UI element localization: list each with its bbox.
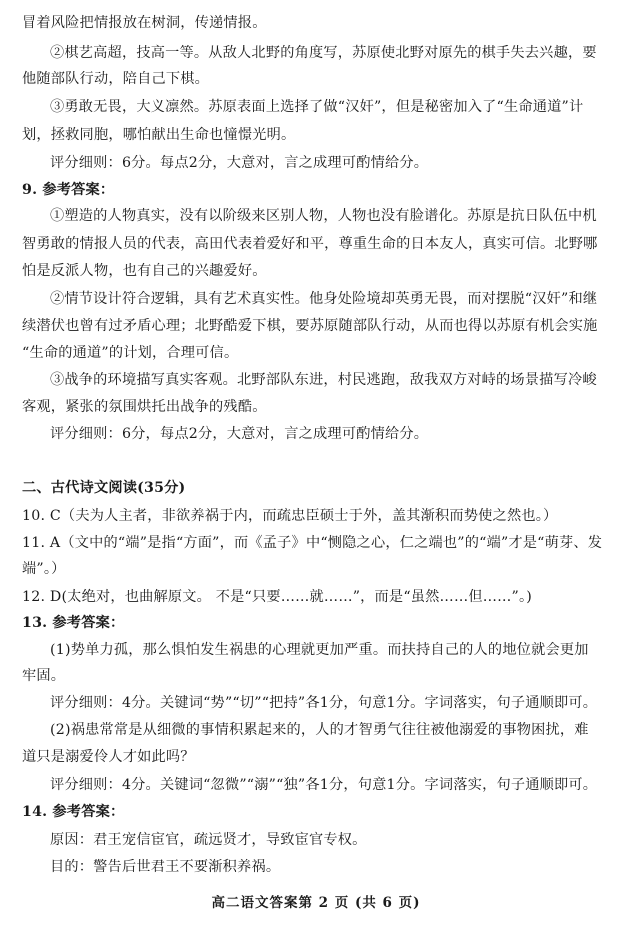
text-line: (1)势单力孤，那么惧怕发生祸患的心理就更加严重。而扶持自己的人的地位就会更加 bbox=[50, 642, 589, 658]
answer-10: 10. C（夫为人主者，非欲养祸于内，而疏忠臣硕士于外，盖其渐积而势使之然也。） bbox=[22, 508, 558, 524]
text-line: ③战争的环境描写真实客观。北野部队东进，村民逃跑，敌我双方对峙的场景描写冷峻 bbox=[50, 372, 597, 388]
question-heading-9: 9. 参考答案： bbox=[22, 182, 115, 198]
text-line: 续潜伏也曾有过矛盾心理；北野酷爱下棋，要苏原随部队行动，从而也得以苏原有机会实施 bbox=[22, 318, 598, 334]
text-line: 客观，紧张的氛围烘托出战争的残酷。 bbox=[22, 399, 267, 415]
text-line: 怕是反派人物，也有自己的兴趣爱好。 bbox=[22, 263, 267, 279]
text-line: ②情节设计符合逻辑，具有艺术真实性。他身处险境却英勇无畏，而对摆脱“汉奸”和继 bbox=[50, 291, 598, 307]
text-line: 端”。） bbox=[22, 561, 66, 577]
text-line: 道只是溺爱伶人才如此吗？ bbox=[22, 749, 195, 765]
scoring-rule: 评分细则：4分。关键词“势”“切”“把持”各1分，句意1分。字词落实，句子通顺即可。 bbox=[50, 695, 598, 711]
scoring-rule: 评分细则：6分。每点2分，大意对，言之成理可酌情给分。 bbox=[50, 155, 429, 171]
text-line: ①塑造的人物真实，没有以阶级来区别人物，人物也没有脸谱化。苏原是抗日队伍中机 bbox=[50, 208, 597, 224]
text-line: “生命的通道”的计划，合理可信。 bbox=[22, 345, 239, 361]
section-heading: 二、古代诗文阅读(35分) bbox=[22, 480, 186, 496]
text-line: (2)祸患常常是从细微的事情积累起来的，人的才智勇气往往被他溺爱的事物困扰，难 bbox=[50, 722, 589, 738]
question-heading-13: 13. 参考答案： bbox=[22, 615, 125, 631]
scoring-rule: 评分细则：4分。关键词“忽微”“溺”“独”各1分，句意1分。字词落实，句子通顺即可。 bbox=[50, 777, 598, 793]
page-footer: 高二语文答案第 2 页 (共 6 页) bbox=[211, 895, 421, 911]
scoring-rule: 评分细则：6分，每点2分，大意对，言之成理可酌情给分。 bbox=[50, 426, 429, 442]
answer-11: 11. A（文中的“端”是指“方面”，而《孟子》中“恻隐之心，仁之端也”的“端”才是“萌芽、发 bbox=[22, 535, 603, 551]
text-line: ②棋艺高超，技高一等。从敌人北野的角度写，苏原使北野对原先的棋手失去兴趣，要 bbox=[50, 45, 597, 61]
text-line: 智勇敢的情报人员的代表，高田代表着爱好和平，尊重生命的日本友人，真实可信。北野哪 bbox=[22, 236, 598, 252]
question-heading-14: 14. 参考答案： bbox=[22, 804, 125, 820]
text-line: 他随部队行动，陪自己下棋。 bbox=[22, 71, 210, 87]
text-line: 冒着风险把情报放在树洞，传递情报。 bbox=[22, 15, 267, 31]
text-line: 原因：君王宠信宦官，疏远贤才，导致宦官专权。 bbox=[50, 832, 367, 848]
answer-12: 12. D(太绝对，也曲解原文。 不是“只要……就……”，而是“虽然……但……”。) bbox=[22, 589, 532, 605]
text-line: 划，拯救同胞，哪怕献出生命也憧憬光明。 bbox=[22, 127, 296, 143]
text-line: ③勇敢无畏，大义凛然。苏原表面上选择了做“汉奸”，但是秘密加入了“生命通道”计 bbox=[50, 99, 584, 115]
text-line: 目的：警告后世君王不要渐积养祸。 bbox=[50, 859, 281, 875]
text-line: 牢固。 bbox=[22, 668, 66, 684]
